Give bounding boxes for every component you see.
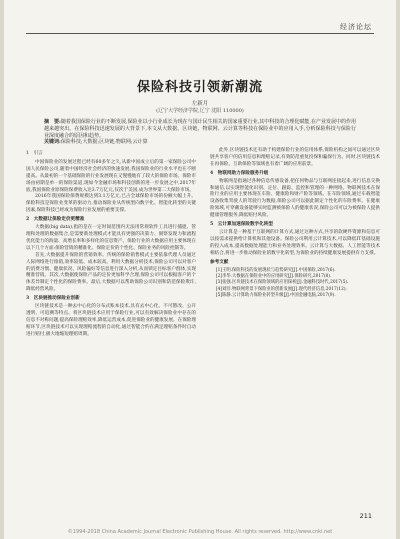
reference-item: [4]刘洋.物联网背景下保险业的创新发展[J].现代经济信息,2017(12). — [216, 286, 347, 292]
paragraph: 首先,大数据提升保险的营销效率。传统的保险销售模式主要依靠代理人员通过人际网络进行推销,效率较低、成本较高。利用大数据分析技术,保险公司可以对客户的消费习惯、健康状况、风险偏好等信息进行深入分析,从而锁定目标客户群体,实现精准营销。其次,大数据使保险产品的定价更加科学合理,保险公司可以根据客户的个体差异制定个性化的保险费率。最后,大数据可以帮助保险公司识别和防范保险欺诈,降低经营风险。 — [26, 252, 196, 293]
paragraph: 中国保险业的发展过程已经有60多年之久,从新中国成立后的第一家保险公司中国人民保险公司,随着中国经济社会经济的快速发展,我国保险业的行业水平也在不断提高。从最初的一个基础保险的行业发展现在又慢慢地有了较大的保险市场。保险市场由初期是单一的保险渠道,现如今金融市场和科技创新的进一步发展之中,2017年底,我国保险业原保险保费收入达3.7万亿元,仅次于美国,成为世界第二大保险市场。 — [26, 159, 196, 193]
references-heading: 参考文献 — [210, 259, 229, 265]
abstract — [44, 119, 356, 139]
paragraph: 此外,区块链技术还有助于构建保险行业的信用体系,保险机构之间可以通过区块链共享客户的信用信息和理赔记录,有效防范重复投保和骗保行为。同时,区块链技术在再保险、互助保险等领域也有着广阔的应用前景。 — [210, 148, 380, 167]
section-4-heading: 4 物联网助力保险服务升级 — [210, 170, 269, 176]
author-affiliation: (辽宁大学经济学院,辽宁 沈阳 110000) — [156, 108, 244, 114]
paragraph: 云计算是一种基于互联网的计算方式,通过这种方式,共享的软硬件资源和信息可以按需求提供给计算机和其他设备。保险公司利用云计算技术,可以降低IT基础设施的投入成本,提高数据处理能力和业务处理效率。云计算与大数据、人工智能等技术相结合,将进一步推动保险业的数字化转型,为保险业的持续健康发展提供有力支撑。 — [210, 229, 380, 256]
keywords-label: 关键词: — [44, 139, 61, 146]
left-column — [26, 148, 196, 339]
paragraph: 大数据(big data),指的是在一定时间范围内无法用常规软件工具进行捕捉、管理和处理的数据集合,是需要新处理模式才能具有更强的决策力、洞察发现力和流程优化能力的海量、高增长率和多样化的信息资产。保险行业的大数据应用主要体现在以下几个方面:保险营销的精准化、保险定价的个性化、保险业务的风险控制等。 — [26, 225, 196, 251]
section-3-heading: 3 区块链推动保险业创新 — [26, 296, 80, 302]
section-2-heading: 2 大数据让保险定价更精准 — [26, 217, 85, 223]
running-head: 经济论坛 — [340, 23, 372, 31]
article-title: 保险科技引领新潮流 — [136, 80, 263, 95]
reference-item: [2]李华.大数据在保险业中的应用研究[J].保险研究,2017(8). — [216, 273, 332, 279]
page-number: 211 — [359, 512, 372, 520]
journal-page — [4, 0, 396, 539]
section-5-heading: 5 云计算加速保险数字化转型 — [210, 222, 273, 228]
header-rule — [26, 33, 374, 34]
abstract-block — [44, 119, 356, 146]
paragraph: 2016年我国保险保费规模达到3.1万亿元,已占全球保险市场的份额大幅上升。保险科技是保险业变革的驱动力,推动保险业从传统型向数字化、智能化转型的关键因素,保险科技已经成为保险行业发展的重要支撑。 — [26, 194, 196, 214]
right-column — [210, 148, 380, 300]
abstract-label: 摘 要: — [44, 119, 61, 125]
keywords — [44, 139, 356, 146]
paragraph: 物联网是指通过各种信息传感设备,把任何物品与互联网连接起来,进行信息交换和通信,以实现智能化识别、定位、跟踪、监控和管理的一种网络。物联网技术在保险行业的应用主要体现在车险、健康险和财产险等领域。在车险领域,通过车载智能设备收集驾驶人的驾驶行为数据,保险公司可以据此制定个性化的车险费率。在健康险领域,可穿戴设备能够实时监测被保险人的健康状况,保险公司可以为被保险人提供健康管理服务,降低赔付风险。 — [210, 178, 380, 219]
reference-item: [5]陈静.云计算助力保险业转型升级[J].中国金融电脑,2017(9). — [216, 293, 336, 299]
article-author: 左新月 — [191, 101, 209, 107]
reference-item: [1]王明.保险科技的发展现状与趋势研究[J].中国保险,2017(6). — [216, 267, 336, 273]
keywords-text: 保险科技;大数据;区块链;物联网;云计算 — [60, 139, 148, 146]
paragraph: 区块链技术是一种去中心化的分布式账本技术,具有去中心化、不可篡改、公开透明、可追溯等特点。将区块链技术应用于保险行业,可以有效解决保险业中存在的信息不对称问题,提高保险理赔效率,降低运营成本,促进保险业的健康发展。在保险理赔环节,区块链技术可以实现理赔流程的自动化,通过智能合约在满足理赔条件时自动进行赔付,极大地缩短理赔周期。 — [26, 304, 196, 337]
reference-item: [3]张强.区块链技术在保险领域的应用探析[J].金融科技时代,2017(5). — [216, 280, 349, 286]
abstract-text: 随着我国保险行业的不断发展,保险业以小行业成长为现在与国计民生相关的国家重要行业,其中科技的合理化赋能,在产业发展中的作用越来越突出。在保险科技迅速发展的大背景下,本文从大数据、区块链、物联网、云计算等科技在保险业中的应用入手,分析保险科技与保险行业深度融合的原因和趋势。 — [44, 119, 356, 139]
copyright-footer: ©1994-2018 China Academic Journal Electronic Publishing House. All rights reserved. http://www.cnki.net — [67, 529, 333, 535]
section-1-heading: 1 引言 — [26, 151, 43, 156]
